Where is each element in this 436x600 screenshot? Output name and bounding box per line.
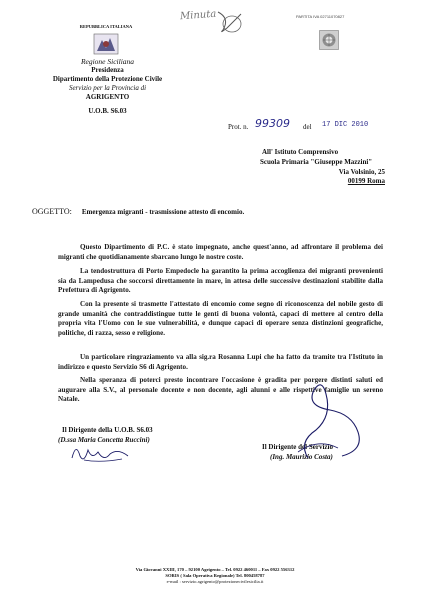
presidency-label: Presidenza <box>91 66 124 74</box>
recipient-line-3: Via Volsinio, 25 <box>338 167 385 176</box>
subject-label: OGGETTO: <box>32 207 72 216</box>
uob-code: U.O.B. S6.03 <box>88 107 127 115</box>
body-paragraph-5: Nella speranza di poterci presto incontrare l'occasione è gradita per porgere distinti saluti ed augurare alla S.V., al personale docente e non docente, agli alunni e alle rispettive famiglie un sereno Natale. <box>58 376 383 404</box>
protocol-date-label: del <box>303 123 312 131</box>
body-paragraph-2: La tendostruttura di Porto Empedocle ha garantito la prima accoglienza dei migranti provenienti sia da Lampedusa che soccorsi direttamente in mare, in attesa delle successive destinazioni stabilite dalla Prefettura di Agrigento. <box>58 267 383 295</box>
body-paragraph-3: Con la presente si trasmette l'attestato di encomio come segno di riconoscenza del nobile gesto di grande umanità che contraddistingue tutte le genti di buona volontà, capaci di mettere al centro della propria vita l'Uomo con le sue vulnerabilità, e dunque capaci di operare senza distinzioni geografiche, politiche, di razza, sesso e religione. <box>58 300 383 337</box>
footer-email: e-mail : servizio.agrigento@protezionecivilesicilia.it <box>166 579 264 585</box>
handwritten-mark <box>215 8 245 41</box>
protocol-date: 17 DIC 2010 <box>322 121 369 129</box>
recipient-line-1: All' Istituto Comprensivo <box>262 148 339 156</box>
left-signature <box>70 440 140 471</box>
footer-address: Via Giovanni XXIII, 170 – 92100 Agrigento – Tel. 0922 460011 – Fax 0922 556312 <box>135 567 295 572</box>
header-stamp-text: PARTITA IVA 02711070827 <box>296 14 345 19</box>
body-paragraph-4: Un particolare ringraziamento va alla sig.ra Rosanna Lupi che ha fatto da tramite tra l'Istituto in indirizzo e questo Servizio S6 di Agrigento. <box>58 353 383 371</box>
department-name: Dipartimento della Protezione Civile <box>52 75 163 83</box>
left-signatory-name: (D.ssa Maria Concetta Ruccini) <box>58 436 150 444</box>
right-signatory-name: (Ing. Maurizio Costa) <box>270 453 333 461</box>
recipient-line-4: 00199 Roma <box>347 177 385 186</box>
region-emblem <box>93 33 119 55</box>
footer-soris: SORIS ( Sala Operativa Regionale) Tel. 800458787 <box>165 573 265 579</box>
republic-label: REPUBBLICA ITALIANA <box>79 24 133 29</box>
recipient-line-2: Scuola Primaria "Giuseppe Mazzini" <box>260 157 373 166</box>
right-signature <box>268 372 368 467</box>
handwritten-minuta: Minuta <box>179 8 217 23</box>
body-paragraph-1: Questo Dipartimento di P.C. è stato impegnato, anche quest'anno, ad affrontare il problema dei migranti che quotidianamente sbarcano lungo le nostre coste. <box>58 243 383 261</box>
subject-text: Emergenza migranti - trasmissione attesto di encomio. <box>81 208 245 216</box>
service-name: Servizio per la Provincia di <box>68 84 147 92</box>
region-name: Regione Siciliana <box>80 57 135 66</box>
right-signatory-title: Il Dirigente del Servizio <box>262 443 333 451</box>
city-name: AGRIGENTO <box>85 93 130 101</box>
left-signatory-title: Il Dirigente della U.O.B. S6.03 <box>62 426 153 434</box>
protocol-label: Prot. n. <box>228 123 249 131</box>
hologram-stamp-icon <box>319 30 339 50</box>
protocol-number: 99309 <box>255 117 290 130</box>
